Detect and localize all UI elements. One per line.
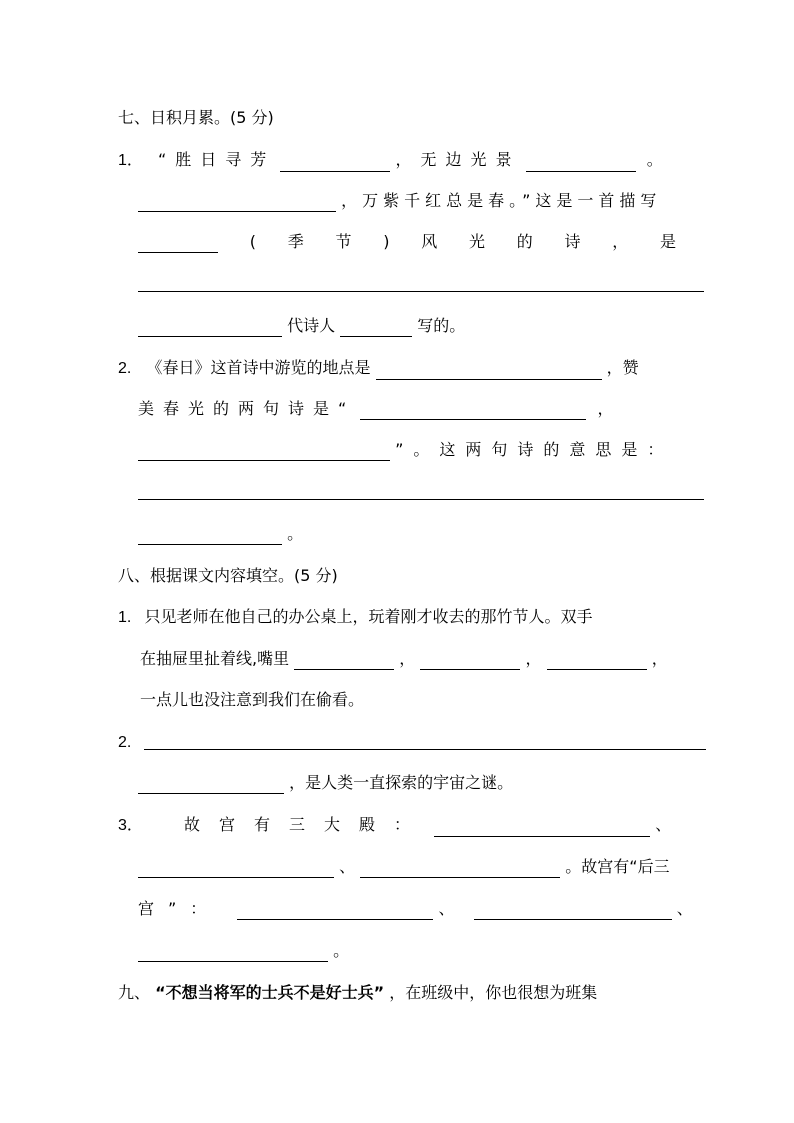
answer-blank[interactable] xyxy=(138,943,328,962)
s7-q2-line2: 美春光的两句诗是“ ， xyxy=(138,399,614,418)
answer-blank[interactable] xyxy=(526,153,636,172)
s7-q1-line3: ( 季 节 ) 风 光 的 诗 ， 是 xyxy=(138,231,676,253)
question-number: 3． xyxy=(118,817,143,834)
s7-q1-line1: 1． “胜日寻芳 ，无边光景 。 xyxy=(118,149,663,171)
s7-q2-line5: 。 xyxy=(138,523,303,545)
s8-q3-line3: 宫”： 、 、 xyxy=(138,899,693,918)
s7-q1-line5: 代诗人 写的。 xyxy=(138,315,465,337)
answer-blank[interactable] xyxy=(376,361,602,380)
question-number: 2. xyxy=(118,360,132,377)
answer-blank[interactable] xyxy=(434,818,650,837)
answer-blank[interactable] xyxy=(138,234,218,253)
answer-line[interactable] xyxy=(144,749,706,750)
s7-q2-line3: ”。这两句诗的意思是： xyxy=(138,439,673,461)
answer-blank[interactable] xyxy=(138,442,390,461)
section-9-title: 九、 “不想当将军的士兵不是好士兵” ，在班级中，你也很想为班集 xyxy=(118,983,598,1002)
answer-blank[interactable] xyxy=(360,401,586,420)
s8-q3-line2: 、 。故宫有“后三 xyxy=(138,856,670,878)
s8-q3-line1: 3． 故宫有三大殿： 、 xyxy=(118,814,671,836)
s8-q2-line1 xyxy=(118,731,131,753)
answer-blank[interactable] xyxy=(294,651,394,670)
s7-q2-line1: 2. 《春日》这首诗中游览的地点是 ，赞 xyxy=(118,357,639,379)
answer-blank[interactable] xyxy=(420,651,520,670)
s8-q1-line2: 在抽屉里扯着线,嘴里 ， ， ， xyxy=(140,649,668,668)
answer-blank[interactable] xyxy=(340,318,412,337)
section-7-title: 七、日积月累。(5 分) xyxy=(118,108,274,127)
answer-line[interactable] xyxy=(138,291,704,292)
s8-q3-line4: 。 xyxy=(138,940,349,962)
answer-blank[interactable] xyxy=(138,318,282,337)
answer-blank[interactable] xyxy=(360,859,560,878)
answer-blank[interactable] xyxy=(138,859,334,878)
s8-q1-line1: 1. 只见老师在他自己的办公桌上，玩着刚才收去的那竹节人。双手 xyxy=(118,607,593,626)
question-number: 2. xyxy=(118,734,132,751)
s7-q1-line2: ，万紫千红总是春。”这是一首描写 xyxy=(138,190,661,212)
answer-blank[interactable] xyxy=(474,901,672,920)
answer-line[interactable] xyxy=(138,499,704,500)
s8-q1-line3: 一点儿也没注意到我们在偷看。 xyxy=(140,690,365,709)
question-number: 1． xyxy=(118,152,143,169)
answer-blank[interactable] xyxy=(280,153,390,172)
answer-blank[interactable] xyxy=(138,775,284,794)
s8-q2-line2: ，是人类一直探索的宇宙之谜。 xyxy=(138,772,513,794)
answer-blank[interactable] xyxy=(138,193,336,212)
answer-blank[interactable] xyxy=(138,526,282,545)
section-8-title: 八、根据课文内容填空。(5 分) xyxy=(118,566,338,585)
answer-blank[interactable] xyxy=(547,651,647,670)
answer-blank[interactable] xyxy=(237,901,433,920)
question-number: 1. xyxy=(118,609,132,626)
